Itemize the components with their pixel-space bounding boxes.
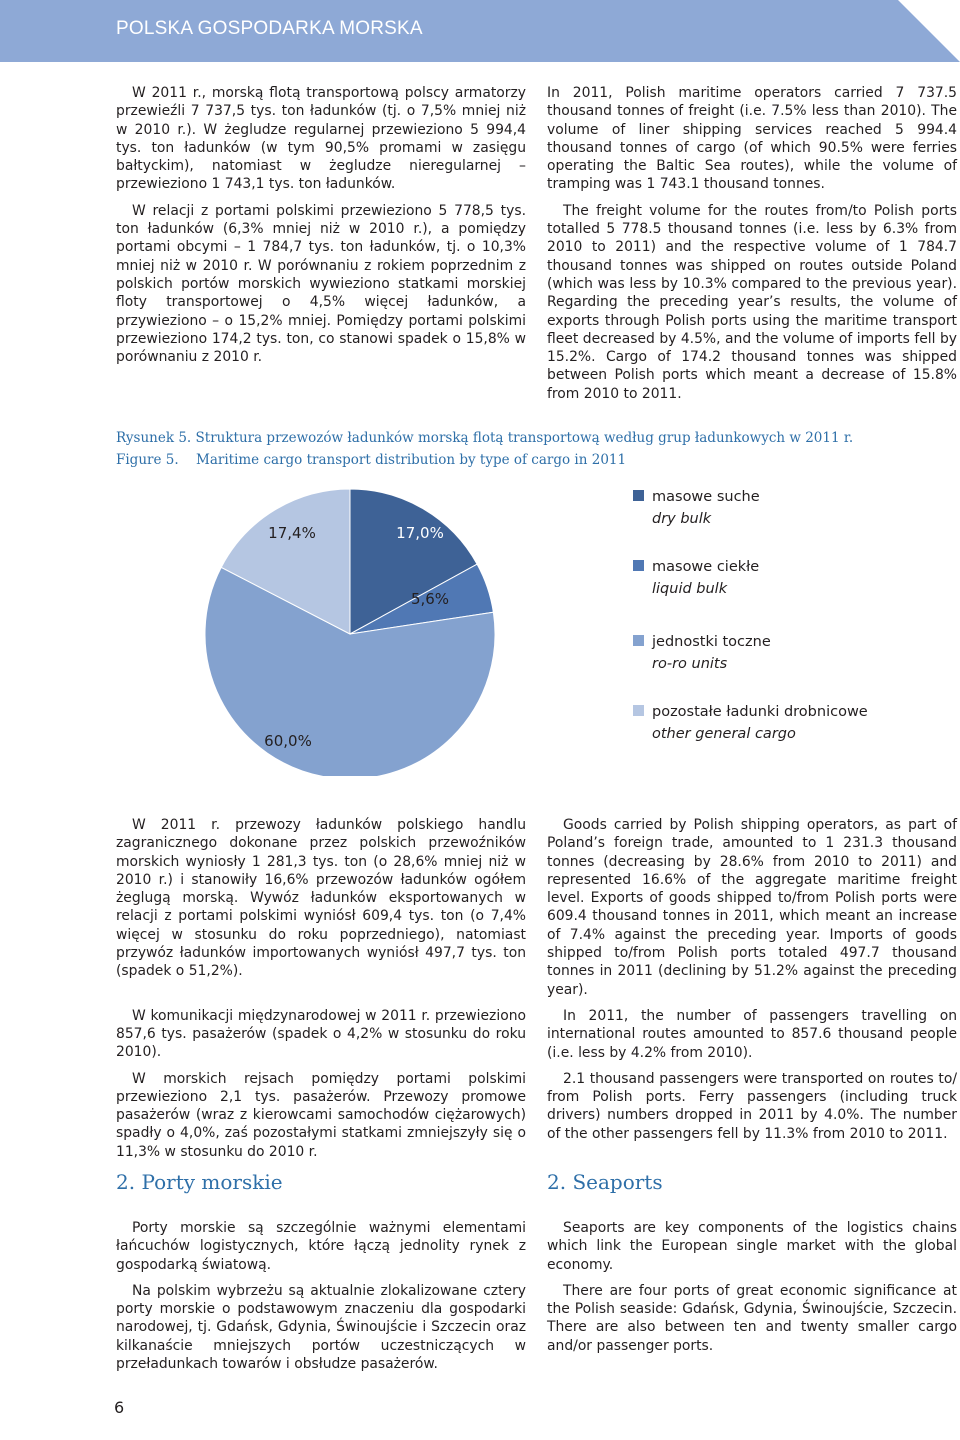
pie-value-label: 17,0%: [396, 524, 444, 542]
header-title: POLSKA GOSPODARKA MORSKA: [116, 18, 423, 39]
legend-swatch: [633, 490, 644, 501]
paragraph: W 2011 r. przewozy ładunków polskiego handlu zagranicznego dokonane przez polskich przewoźników morskich wyniosły 1 281,3 tys. ton (o 28,6% mniej niż w 2010 r.) i stanowiły 16,6% przewozów ładunków ogółem żeglugą morską. Wywóz ładunków eksportowanych w relacji z portami polskimi wyniósł 609,4 tys. ton (o 7,4% więcej w stosunku do roku poprzedniego), natomiast przywóz ładunków importowanych wyniósł 497,7 tys. ton (spadek o 51,2%).: [116, 817, 526, 980]
paragraph: In 2011, the number of passengers travelling on international routes amounted to 857.6 thousand people (i.e. less by 4.2% from 2010).: [547, 1007, 957, 1061]
section-heading-en: 2. Seaports: [547, 1170, 663, 1194]
figure-caption-text-pl: Struktura przewozów ładunków morską flotą transportową według grup ładunkowych w 2011 r.: [195, 430, 854, 446]
paragraph: W morskich rejsach pomiędzy portami polskimi przewieziono 2,1 tys. pasażerów. Przewozy promowe pasażerów (wraz z kierowcami samochodów ciężarowych) spadły o 4,0%, zaś pozostałymi statkami zmniejszyły się o 11,3% w stosunku do 2010 r.: [116, 1070, 526, 1160]
pie-chart: [190, 486, 510, 776]
paragraph: Seaports are key components of the logistics chains which link the European single market with the global economy.: [547, 1220, 957, 1273]
page-number: 6: [114, 1398, 125, 1417]
figure-label-en: Figure 5.: [116, 452, 179, 468]
top-left-column: [116, 84, 526, 374]
legend-label: [652, 701, 868, 745]
pie-value-label: 5,6%: [410, 590, 450, 608]
legend-swatch: [633, 705, 644, 716]
paragraph: Goods carried by Polish shipping operators, as part of Poland’s foreign trade, amounted to 1 231.3 thousand tonnes (decreasing by 28.6% from 2010 to 2011) and represented 16.6% of the aggregate maritime freight level. Exports of goods shipped to/from Polish ports were 609.4 thousand tonnes in 2011, which meant an increase of 7.4% against the preceding year. Imports of goods shipped to/from Polish ports totaled 497.7 thousand tonnes in 2011 (declining by 51.2% against the preceding year).: [547, 817, 957, 998]
paragraph: The freight volume for the routes from/to Polish ports totalled 5 778.5 thousand tonnes (i.e. less by 6.3% from 2010 to 2011) and the respective volume of 1 784.7 thousand tonnes was shipped on routes outside Poland (which was less by 10.3% compared to the previous year). Regarding the preceding year’s results, the volume of exports through Polish ports using the maritime transport fleet decreased by 4.5%, and the volume of imports fell by 15.2%. Cargo of 174.2 thousand tonnes was shipped between Polish ports which meant a decrease of 15.8% from 2010 to 2011.: [547, 202, 957, 402]
bottom-left-column: [116, 816, 526, 1169]
paragraph: 2.1 thousand passengers were transported on routes to/ from Polish ports. Ferry passengers (including truck drivers) numbers dropped in 2011 by 4.0%. The number of the other passengers fell by 11.3% from 2010 to 2011.: [547, 1070, 957, 1142]
section-left-column: [116, 1219, 526, 1381]
top-right-column: [547, 84, 957, 411]
paragraph: W 2011 r., morską flotą transportową polscy armatorzy przewieźli 7 737,5 tys. ton ładunków (tj. o 7,5% mniej niż w 2010 r.). W żegludze regularnej przewieziono 5 994,4 tys. ton ładunków (w tym 90,5% promami w zasięgu bałtyckim), natomiast w żegludze nieregularnej – przewieziono 1 743,1 tys. ton ładunków.: [116, 85, 526, 193]
figure-caption-en: [116, 452, 626, 468]
pie-value-label: 60,0%: [264, 732, 312, 750]
legend-label: [652, 556, 759, 600]
section-right-column: [547, 1219, 957, 1363]
legend-swatch: [633, 560, 644, 571]
paragraph: Porty morskie są szczególnie ważnymi elementami łańcuchów logistycznych, które łączą jednolity rynek z gospodarką światową.: [116, 1220, 526, 1273]
legend-label-pl: pozostałe ładunki drobnicowe: [652, 704, 868, 720]
legend-label: [652, 631, 771, 675]
chart-legend: [633, 486, 953, 746]
legend-swatch: [633, 635, 644, 646]
legend-label-pl: jednostki toczne: [652, 634, 771, 650]
legend-label-pl: masowe suche: [652, 489, 760, 505]
legend-label-en: ro-ro units: [652, 656, 728, 672]
paragraph: W komunikacji międzynarodowej w 2011 r. przewieziono 857,6 tys. pasażerów (spadek o 4,2% w stosunku do roku 2010).: [116, 1007, 526, 1061]
figure-label-pl: Rysunek 5.: [116, 430, 192, 446]
bottom-right-column: [547, 816, 957, 1151]
paragraph: Na polskim wybrzeżu są aktualnie zlokalizowane cztery porty morskie o podstawowym znaczeniu dla gospodarki narodowej, tj. Gdańsk, Gdynia, Świnoujście i Szczecin oraz kilkanaście mniejszych portów uczestniczących w przeładunkach towarów i obsłudze pasażerów.: [116, 1282, 526, 1373]
header-corner: [898, 0, 960, 62]
paragraph: There are four ports of great economic significance at the Polish seaside: Gdańsk, Gdynia, Świnoujście, Szczecin. There are also between ten and twenty smaller cargo and/or passenger ports.: [547, 1282, 957, 1354]
pie-value-label: 17,4%: [268, 524, 316, 542]
legend-label-en: other general cargo: [652, 726, 796, 742]
paragraph: W relacji z portami polskimi przewieziono 5 778,5 tys. ton ładunków (6,3% mniej niż w 2010 r.), a pomiędzy portami obcymi – 1 784,7 tys. ton ładunków, tj. o 10,3% mniej niż w 2010 r. W porównaniu z rokiem poprzednim z polskich portów morskich wywieziono statkami morskiej floty transportowej o 4,5% więcej ładunków, a przywieziono – o 15,2% mniej. Pomiędzy portami polskimi przewieziono 174,2 tys. ton, co stanowi spadek o 15,8% w porównaniu z 2010 r.: [116, 202, 526, 366]
paragraph: In 2011, Polish maritime operators carried 7 737.5 thousand tonnes of freight (i.e. 7.5% less than 2010). The volume of liner shipping services reached 5 994.4 thousand tonnes of cargo (of which 90.5% were ferries operating the Baltic Sea routes), while the volume of tramping was 1 743.1 thousand tonnes.: [547, 85, 957, 193]
figure-caption-text-en: Maritime cargo transport distribution by type of cargo in 2011: [196, 452, 627, 468]
legend-label-en: dry bulk: [652, 511, 712, 527]
section-heading-pl: 2. Porty morskie: [116, 1170, 283, 1194]
legend-label: [652, 486, 760, 530]
legend-label-en: liquid bulk: [652, 581, 728, 597]
legend-label-pl: masowe ciekłe: [652, 559, 760, 575]
figure-caption-pl: [116, 430, 853, 446]
